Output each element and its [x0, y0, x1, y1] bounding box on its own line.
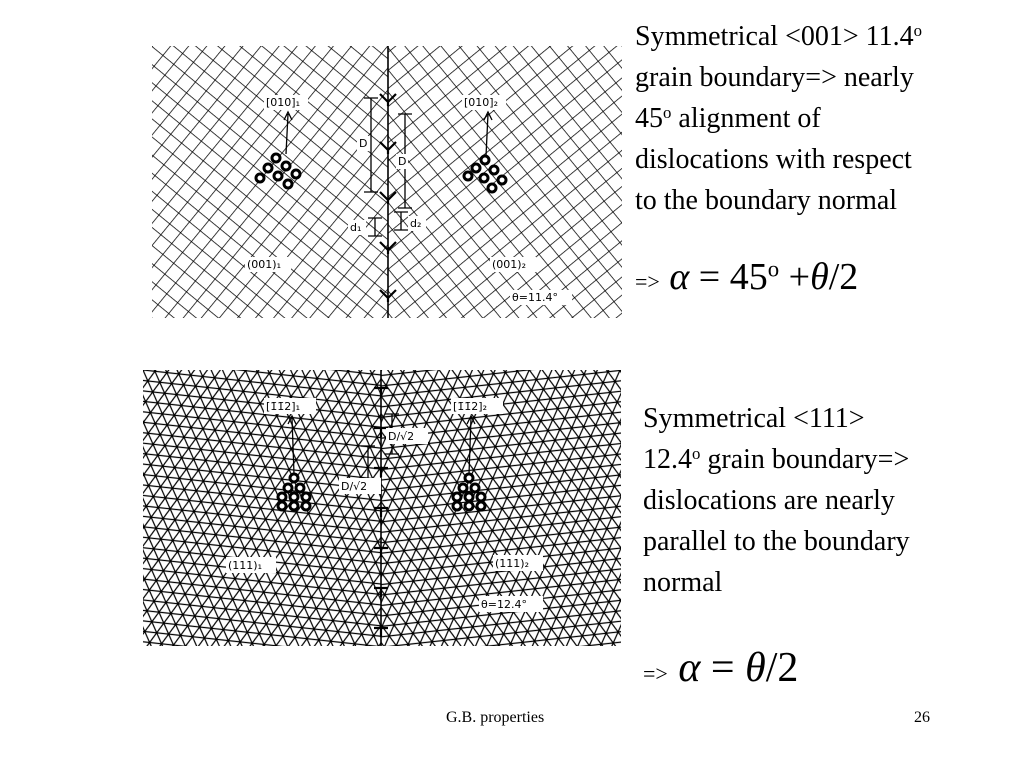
- text1-line4: dislocations with respect: [635, 144, 912, 175]
- theta-label: θ=12.4°: [481, 598, 527, 611]
- square-lattice-boundary-figure: [152, 46, 622, 318]
- equation-alpha-45-plus-theta-half: => $\alpha = 45^o +\theta/2$: [635, 256, 859, 298]
- d1-label: d₁: [350, 221, 362, 234]
- text2-line2: 12.4$^o$ grain boundary=>: [643, 443, 910, 475]
- d2-label: d₂: [410, 217, 422, 230]
- text2-line3: dislocations are nearly: [643, 485, 895, 516]
- plane-right-label: (111)₂: [495, 557, 529, 570]
- description-111-boundary: [643, 398, 910, 603]
- page-number: 26: [914, 709, 930, 726]
- dir-left-label: [010]₁: [266, 96, 300, 109]
- D-sqrt2-upper-label: D/√2: [388, 430, 415, 443]
- description-001-boundary: [635, 16, 922, 221]
- D-right-label: D: [398, 155, 407, 168]
- text1-line5: to the boundary normal: [635, 185, 898, 216]
- theta-label: θ=11.4°: [512, 291, 558, 304]
- text2-line4: parallel to the boundary: [643, 526, 910, 557]
- dir-left-label: [1̄1̄2]₁: [266, 400, 300, 413]
- footer-title: G.B. properties: [446, 709, 545, 726]
- triangular-lattice-boundary-figure: [143, 370, 621, 646]
- text1-line1: Symmetrical $<001> 11.4^o$: [635, 20, 923, 52]
- plane-right-label: (001)₂: [492, 258, 526, 271]
- text2-line5: normal: [643, 567, 723, 598]
- dir-right-label: [010]₂: [464, 96, 498, 109]
- D-sqrt2-lower-label: D/√2: [341, 480, 368, 493]
- plane-left-label: (111)₁: [228, 559, 262, 572]
- text1-line3: 45$^o$ alignment of: [635, 102, 821, 134]
- dir-right-label: [1̄1̄2]₂: [453, 400, 487, 413]
- left-grain-lattice: [152, 46, 388, 318]
- D-left-label: D: [359, 137, 368, 150]
- equation-alpha-theta-half: => α = θ/2: [643, 645, 799, 691]
- text2-line1: Symmetrical <111>: [643, 403, 865, 434]
- square-lattice-svg: [152, 46, 622, 318]
- triangular-lattice-svg: [143, 370, 621, 646]
- text1-line2: grain boundary=> nearly: [635, 62, 914, 93]
- left-grain-lattice: [143, 370, 381, 646]
- plane-left-label: (001)₁: [247, 258, 281, 271]
